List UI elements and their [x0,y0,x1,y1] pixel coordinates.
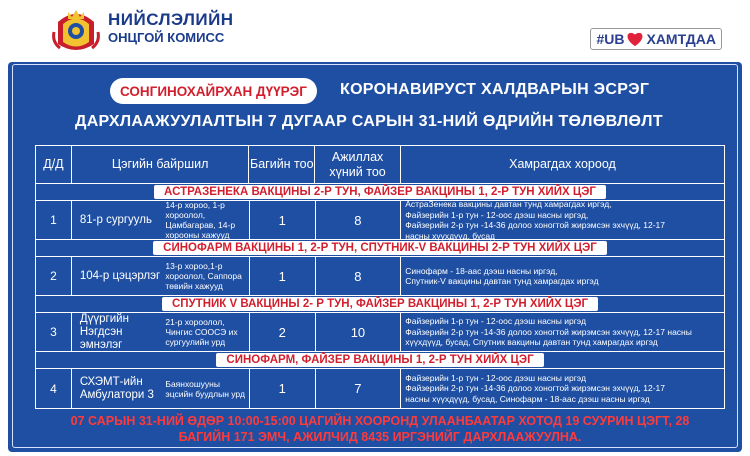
table-row [36,369,724,408]
city-emblem-icon [50,4,102,56]
row-coverage: АстраЗенека вакцины давтан тунд хамрагдах иргэд, Файзерийн 1-р тун - 12-оос дээш насны иргэд, Файзерийн 2-р тун -14-36 долоо хоногтой жирэмсэн эхчүүд, 12-17 насны хүүхдүүд, бусад [405,199,666,241]
row-teams: 1 [250,369,316,408]
table-header-row [36,146,724,184]
header-num: Д/Д [36,146,72,183]
district-badge: СОНГИНОХАЙРХАН ДҮҮРЭГ [110,78,317,104]
row-workers: 7 [316,369,402,408]
vaccine-band [36,296,724,313]
row-num: 3 [36,313,72,351]
vaccination-table [35,145,725,409]
panel-frame [12,64,738,448]
hashtag-suffix: ХАМТДАА [646,31,716,47]
title-line1: КОРОНАВИРУСТ ХАЛДВАРЫН ЭСРЭГ [340,81,650,98]
vaccine-band-label: АСТРАЗЕНЕКА ВАКЦИНЫ 2-Р ТУН, ФАЙЗЕР ВАКЦИНЫ 1, 2-Р ТУН ХИЙХ ЦЭГ [154,185,606,199]
row-num: 2 [36,257,72,295]
org-name-line2: ОНЦГОЙ КОМИСС [108,30,225,45]
location-address: 13-р хороо,1-р хороолол, Саппора төвийн хажууд [165,261,242,291]
vaccine-band-label: СИНОФАРМ, ФАЙЗЕР ВАКЦИНЫ 1, 2-Р ТУН ХИЙХ ЦЭГ [216,353,543,367]
location-address: 21-р хороолол, Чингис СООСЭ их сургуулийн урд [165,317,238,347]
vaccine-band [36,352,724,369]
table-row [36,313,724,352]
vaccine-band-label: СПУТНИК V ВАКЦИНЫ 2- Р ТУН, ФАЙЗЕР ВАКЦИНЫ 1, 2-Р ТУН ХИЙХ ЦЭГ [162,297,598,311]
location-name: 81-р сургууль [79,213,152,226]
row-num: 1 [36,201,72,239]
hashtag-prefix: #UB [596,31,625,47]
row-teams: 1 [250,201,316,239]
header [0,0,750,60]
row-workers: 8 [316,201,402,239]
location-name: Дүүргийн Нэгдсэн эмнэлэг [79,312,129,351]
table-row [36,257,724,296]
row-workers: 8 [316,257,402,295]
header-workers: Ажиллах хүний тоо [315,146,401,183]
row-location [72,313,250,351]
row-coverage: Файзерийн 1-р тун - 12-оос дээш насны иргэд Файзерийн 2-р тун -14-36 долоо хоногтой жирэмсэн эхчүүд, 12-17 насны хүүхдүүд, бусад, Синофарм - 18-аас дээш насны иргэд [405,372,666,404]
vaccine-band-label: СИНОФАРМ ВАКЦИНЫ 1, 2-Р ТУН, СПУТНИК-V ВАКЦИНЫ 2-Р ТУН ХИЙХ ЦЭГ [153,241,607,255]
title-line2: ДАРХЛААЖУУЛАЛТЫН 7 ДУГААР САРЫН 31-НИЙ ӨДРИЙН ТӨЛӨВЛӨЛТ [75,113,663,130]
row-coverage: Файзерийн 1-р тун - 12-оос дээш насны иргэд Файзерийн 2-р тун -14-36 долоо хоногтой жирэмсэн эхчүүд, 12-17 насны хүүхдүүд, бусад, Спутник вакцины давтан тунд хамрагдах иргэд [405,316,692,348]
ub-hamtdaa-badge [590,28,722,50]
row-teams: 2 [250,313,316,351]
row-teams: 1 [250,257,316,295]
row-location [72,369,250,408]
location-address: 14-р хороо, 1-р хороолол, Цамбагарав, 14-р хорооны хажууд [165,200,236,240]
row-location [72,201,250,239]
location-address: Баянхошууны эцсийн буудлын урд [165,378,245,399]
row-num: 4 [36,369,72,408]
location-name: 104-р цэцэрлэг [79,269,161,282]
footer-summary: 07 САРЫН 31-НИЙ ӨДӨР 10:00-15:00 ЦАГИЙН ХООРОНД УЛААНБААТАР ХОТОД 19 СУУРИН ЦЭГТ, 28 БАГИЙН 171 ЭМЧ, АЖИЛЧИД 8435 ИРГЭНИЙГ ДАРХЛААЖУУЛНА. [70,414,690,444]
heart-icon [626,31,644,47]
row-location [72,257,250,295]
table-row [36,201,724,240]
row-coverage: Синофарм - 18-аас дээш насны иргэд, Спутник-V вакцины давтан тунд хамрагдах иргэд [405,265,599,286]
location-name: СХЭМТ-ийн Амбулатори 3 [79,375,154,401]
header-location: Цэгийн байршил [72,146,249,183]
header-coverage: Хамрагдах хороод [509,157,616,171]
vaccine-band [36,240,724,257]
org-name-line1: НИЙСЛЭЛИЙН [108,10,234,29]
header-teams: Багийн тоо [249,146,315,183]
row-workers: 10 [316,313,402,351]
plan-panel [8,62,742,452]
